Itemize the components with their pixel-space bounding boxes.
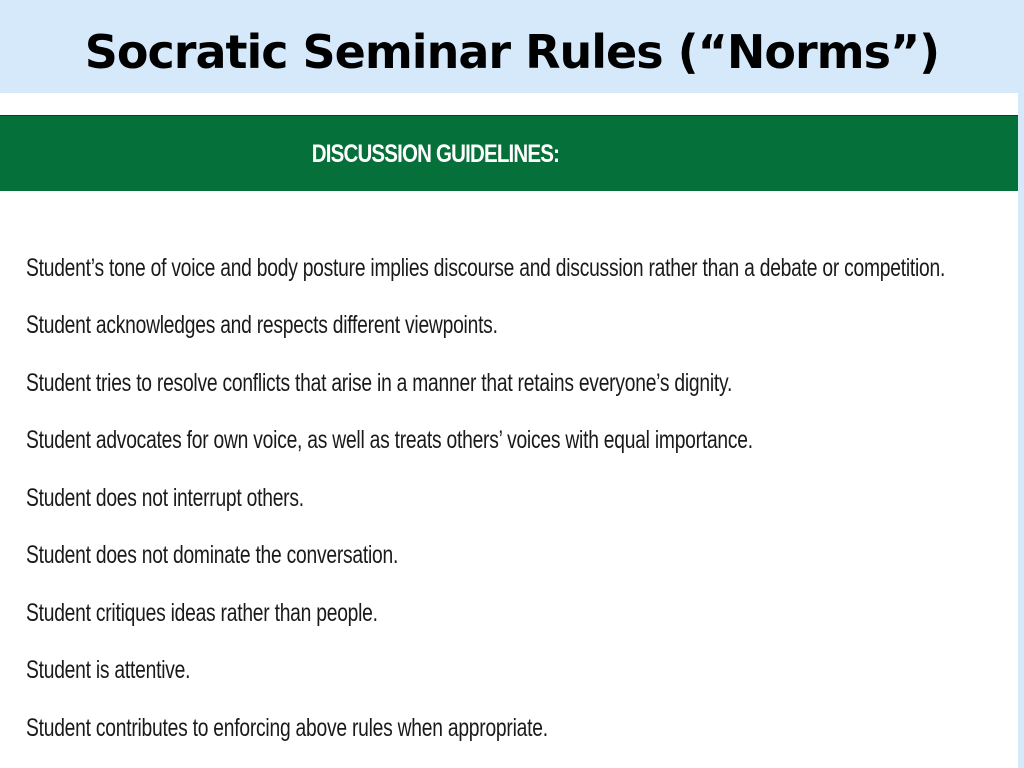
discussion-guidelines-panel: [0, 115, 1018, 768]
guideline-item-critique-ideas: Student critiques ideas rather than people.: [26, 599, 378, 627]
guideline-item-tone: Student’s tone of voice and body posture implies discourse and discussion rather than a debate or competition.: [26, 254, 946, 282]
guideline-item-conflicts: Student tries to resolve conflicts that arise in a manner that retains everyone’s dignity.: [26, 369, 733, 397]
guideline-item-enforce-rules: Student contributes to enforcing above rules when appropriate.: [26, 714, 548, 742]
guideline-list: [0, 115, 1018, 768]
right-edge-strip: [1018, 93, 1024, 768]
guideline-item-no-interrupt: Student does not interrupt others.: [26, 484, 304, 512]
guideline-item-viewpoints: Student acknowledges and respects different viewpoints.: [26, 311, 498, 339]
guideline-item-no-dominate: Student does not dominate the conversation.: [26, 541, 399, 569]
guideline-item-own-voice: Student advocates for own voice, as well as treats others’ voices with equal importance.: [26, 426, 753, 454]
guidelines-heading: DISCUSSION GUIDELINES:: [311, 140, 560, 168]
slide-title: Socratic Seminar Rules (“Norms”): [84, 25, 940, 79]
guideline-item-attentive: Student is attentive.: [26, 656, 191, 684]
